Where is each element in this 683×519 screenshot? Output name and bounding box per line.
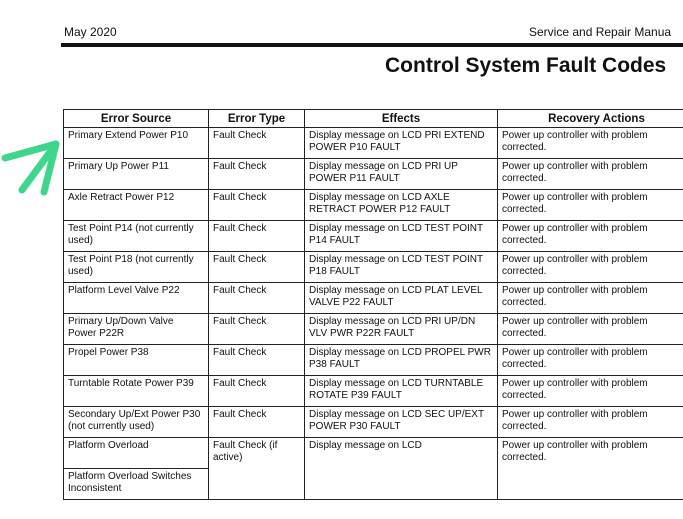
table-row xyxy=(64,221,683,252)
table-row xyxy=(64,376,683,407)
header-date: May 2020 xyxy=(64,25,117,39)
table-row xyxy=(64,283,683,314)
error-source-cell: Platform Overload xyxy=(64,438,209,469)
effects-cell: Display message on LCD TEST POINT P14 FAULT xyxy=(305,221,498,252)
error-type-cell: Fault Check xyxy=(209,190,305,221)
page-title: Control System Fault Codes xyxy=(385,54,667,77)
recovery-cell: Power up controller with problem corrected. xyxy=(498,345,683,376)
error-source-cell: Turntable Rotate Power P39 xyxy=(64,376,209,407)
effects-cell: Display message on LCD PRI EXTEND POWER P10 FAULT xyxy=(305,128,498,159)
error-type-cell: Fault Check xyxy=(209,128,305,159)
error-type-cell: Fault Check xyxy=(209,345,305,376)
error-source-cell: Test Point P14 (not currently used) xyxy=(64,221,209,252)
fault-code-table xyxy=(63,109,683,500)
error-source-cell: Secondary Up/Ext Power P30 (not currently used) xyxy=(64,407,209,438)
recovery-cell: Power up controller with problem corrected. xyxy=(498,283,683,314)
error-type-cell: Fault Check xyxy=(209,376,305,407)
error-source-cell: Primary Up Power P11 xyxy=(64,159,209,190)
effects-cell: Display message on LCD PLAT LEVEL VALVE P22 FAULT xyxy=(305,283,498,314)
effects-cell: Display message on LCD TEST POINT P18 FAULT xyxy=(305,252,498,283)
effects-cell: Display message on LCD AXLE RETRACT POWER P12 FAULT xyxy=(305,190,498,221)
recovery-cell: Power up controller with problem corrected. xyxy=(498,376,683,407)
recovery-cell: Power up controller with problem corrected. xyxy=(498,407,683,438)
recovery-cell: Power up controller with problem corrected. xyxy=(498,438,683,500)
header-manual-title: Service and Repair Manua xyxy=(529,25,672,39)
error-type-cell: Fault Check (if active) xyxy=(209,438,305,500)
table-row xyxy=(64,128,683,159)
effects-cell: Display message on LCD xyxy=(305,438,498,500)
column-header: Effects xyxy=(305,110,498,128)
table-header-row xyxy=(64,110,683,128)
effects-cell: Display message on LCD PRI UP/DN VLV PWR P22R FAULT xyxy=(305,314,498,345)
header-rule xyxy=(61,43,683,47)
error-type-cell: Fault Check xyxy=(209,283,305,314)
table-row xyxy=(64,438,683,469)
error-type-cell: Fault Check xyxy=(209,252,305,283)
recovery-cell: Power up controller with problem corrected. xyxy=(498,314,683,345)
error-source-cell: Axle Retract Power P12 xyxy=(64,190,209,221)
error-type-cell: Fault Check xyxy=(209,314,305,345)
table-row xyxy=(64,190,683,221)
effects-cell: Display message on LCD TURNTABLE ROTATE P39 FAULT xyxy=(305,376,498,407)
error-source-cell: Platform Overload Switches Inconsistent xyxy=(64,469,209,500)
table-row xyxy=(64,345,683,376)
effects-cell: Display message on LCD SEC UP/EXT POWER P30 FAULT xyxy=(305,407,498,438)
recovery-cell: Power up controller with problem corrected. xyxy=(498,221,683,252)
error-source-cell: Platform Level Valve P22 xyxy=(64,283,209,314)
error-source-cell: Primary Extend Power P10 xyxy=(64,128,209,159)
table-row xyxy=(64,407,683,438)
column-header: Error Source xyxy=(64,110,209,128)
error-type-cell: Fault Check xyxy=(209,407,305,438)
recovery-cell: Power up controller with problem corrected. xyxy=(498,252,683,283)
recovery-cell: Power up controller with problem corrected. xyxy=(498,190,683,221)
table-row xyxy=(64,314,683,345)
column-header: Recovery Actions xyxy=(498,110,683,128)
table-row xyxy=(64,159,683,190)
error-type-cell: Fault Check xyxy=(209,159,305,190)
table-row xyxy=(64,252,683,283)
recovery-cell: Power up controller with problem corrected. xyxy=(498,128,683,159)
error-type-cell: Fault Check xyxy=(209,221,305,252)
error-source-cell: Primary Up/Down Valve Power P22R xyxy=(64,314,209,345)
column-header: Error Type xyxy=(209,110,305,128)
error-source-cell: Propel Power P38 xyxy=(64,345,209,376)
arrow-icon xyxy=(0,130,70,200)
effects-cell: Display message on LCD PRI UP POWER P11 FAULT xyxy=(305,159,498,190)
recovery-cell: Power up controller with problem corrected. xyxy=(498,159,683,190)
error-source-cell: Test Point P18 (not currently used) xyxy=(64,252,209,283)
effects-cell: Display message on LCD PROPEL PWR P38 FAULT xyxy=(305,345,498,376)
